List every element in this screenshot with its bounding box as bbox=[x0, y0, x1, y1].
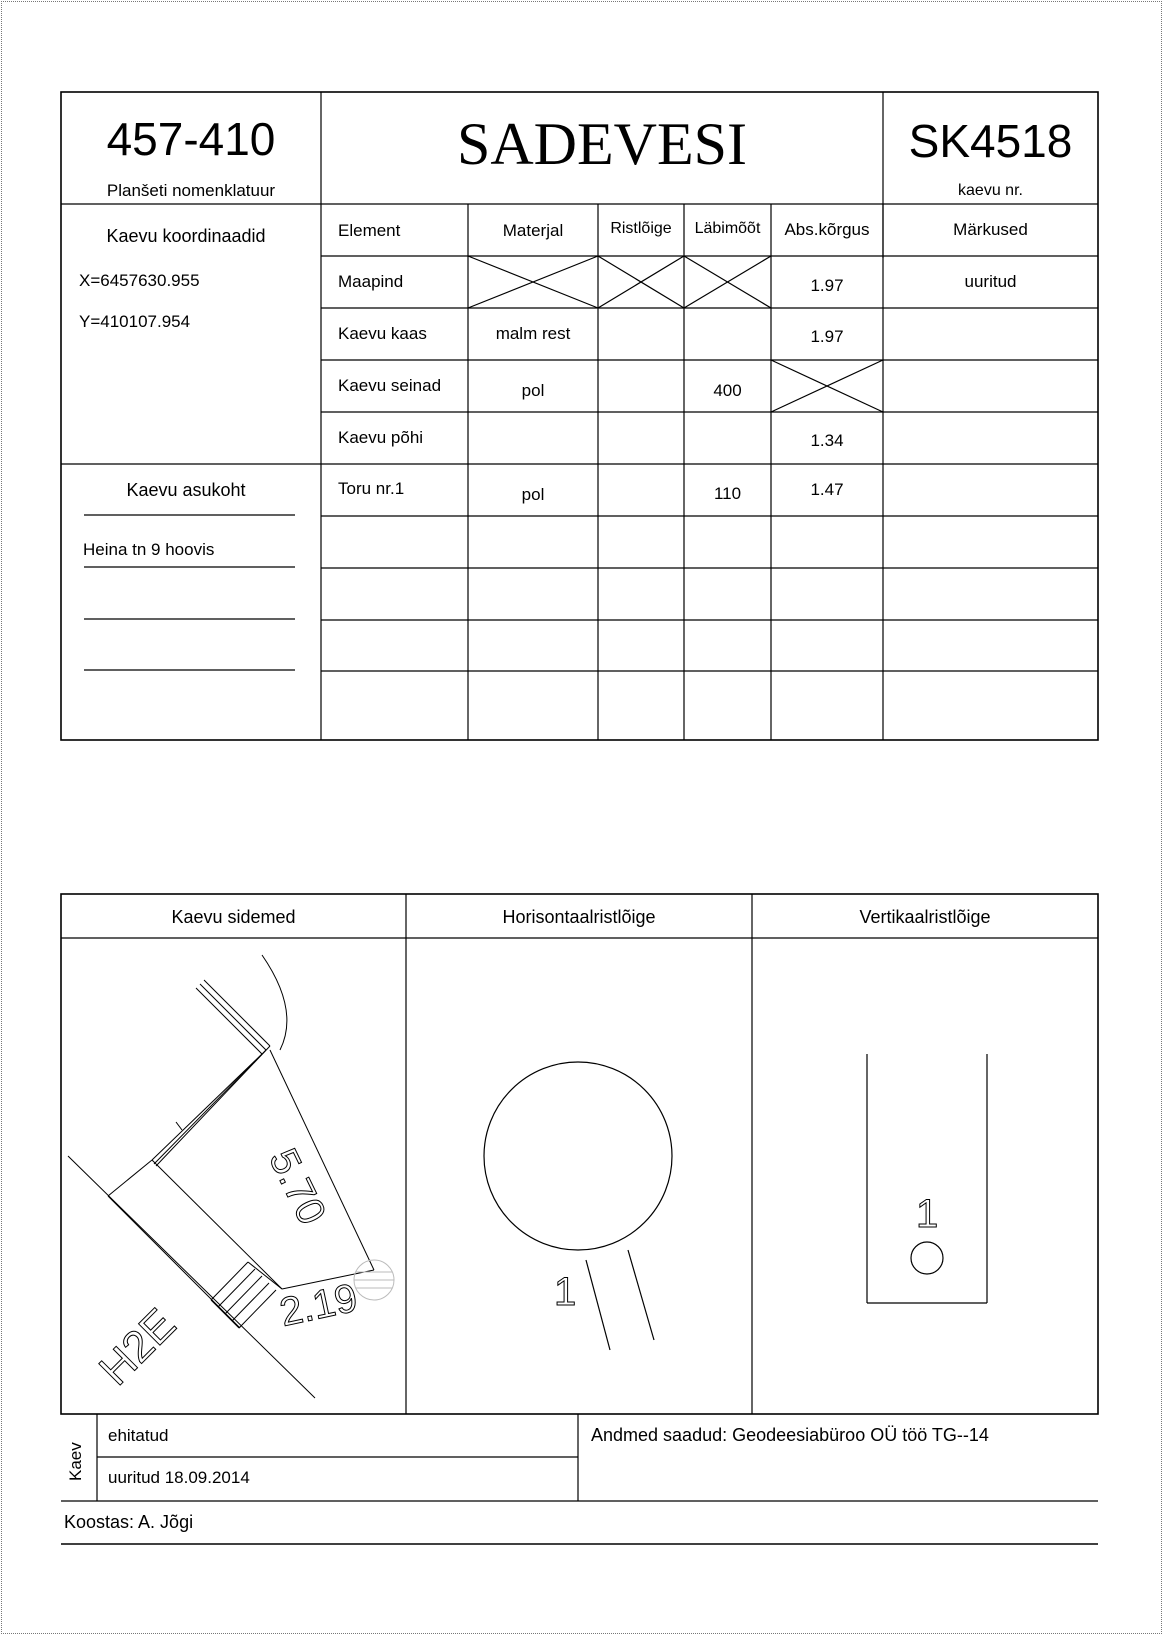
table-row-abs-height: 1.97 bbox=[810, 327, 844, 346]
table-row-material: pol bbox=[521, 485, 545, 504]
tie-dimension-label: 2.19 bbox=[276, 1275, 362, 1336]
column-header-abs-height: Abs.kõrgus bbox=[784, 220, 870, 239]
well-number-label: kaevu nr. bbox=[958, 182, 1023, 199]
column-header-cross-section: Ristlõige bbox=[610, 220, 672, 237]
table-row-diameter: 400 bbox=[713, 381, 742, 400]
vertical-section bbox=[867, 1054, 987, 1303]
table-row-abs-height: 1.97 bbox=[810, 276, 844, 295]
pipe-label: 1 bbox=[554, 1270, 577, 1314]
column-header-element: Element bbox=[338, 221, 401, 240]
location-value: Heina tn 9 hoovis bbox=[83, 540, 215, 559]
surveyed-date: uuritud 18.09.2014 bbox=[108, 1468, 250, 1487]
table-row-element: Kaevu seinad bbox=[338, 376, 442, 395]
table-row-material: pol bbox=[521, 381, 545, 400]
coordinate-y: Y=410107.954 bbox=[79, 312, 191, 331]
built-status: ehitatud bbox=[108, 1426, 169, 1445]
network-title: SADEVESI bbox=[456, 111, 747, 177]
table-row-element: Maapind bbox=[338, 272, 404, 291]
table-row-remarks: uuritud bbox=[964, 272, 1017, 291]
table-row-element: Kaevu põhi bbox=[338, 428, 424, 447]
tie-dimension-label: 5.70 bbox=[260, 1142, 335, 1232]
coordinate-x: X=6457630.955 bbox=[79, 271, 200, 290]
table-row-material: malm rest bbox=[495, 324, 571, 343]
table-row-element: Kaevu kaas bbox=[338, 324, 427, 343]
data-source: Andmed saadud: Geodeesiabüroo OÜ töö TG--14 bbox=[591, 1425, 989, 1445]
ties-title: Kaevu sidemed bbox=[171, 907, 296, 927]
table-row-element: Toru nr.1 bbox=[338, 479, 405, 498]
column-header-material: Materjal bbox=[502, 221, 564, 240]
plansheet-number: 457-410 bbox=[106, 113, 276, 165]
coordinates-title: Kaevu koordinaadid bbox=[106, 226, 266, 246]
vertical-section-title: Vertikaalristlõige bbox=[859, 907, 991, 927]
location-title: Kaevu asukoht bbox=[126, 480, 246, 500]
table-row-diameter: 110 bbox=[713, 484, 742, 503]
kaev-label: Kaev bbox=[66, 1442, 85, 1481]
house-label: H2E bbox=[90, 1299, 186, 1395]
horizontal-section-title: Horisontaalristlõige bbox=[502, 907, 656, 927]
pipe-label: 1 bbox=[916, 1192, 939, 1236]
well-number: SK4518 bbox=[908, 115, 1073, 167]
plansheet-label: Planšeti nomenklatuur bbox=[106, 181, 276, 200]
column-header-remarks: Märkused bbox=[953, 220, 1028, 239]
author: Koostas: A. Jõgi bbox=[64, 1512, 194, 1532]
table-row-abs-height: 1.34 bbox=[810, 431, 844, 450]
table-row-abs-height: 1.47 bbox=[810, 480, 844, 499]
column-header-diameter: Läbimõõt bbox=[694, 220, 761, 237]
horizontal-section bbox=[484, 1062, 672, 1350]
